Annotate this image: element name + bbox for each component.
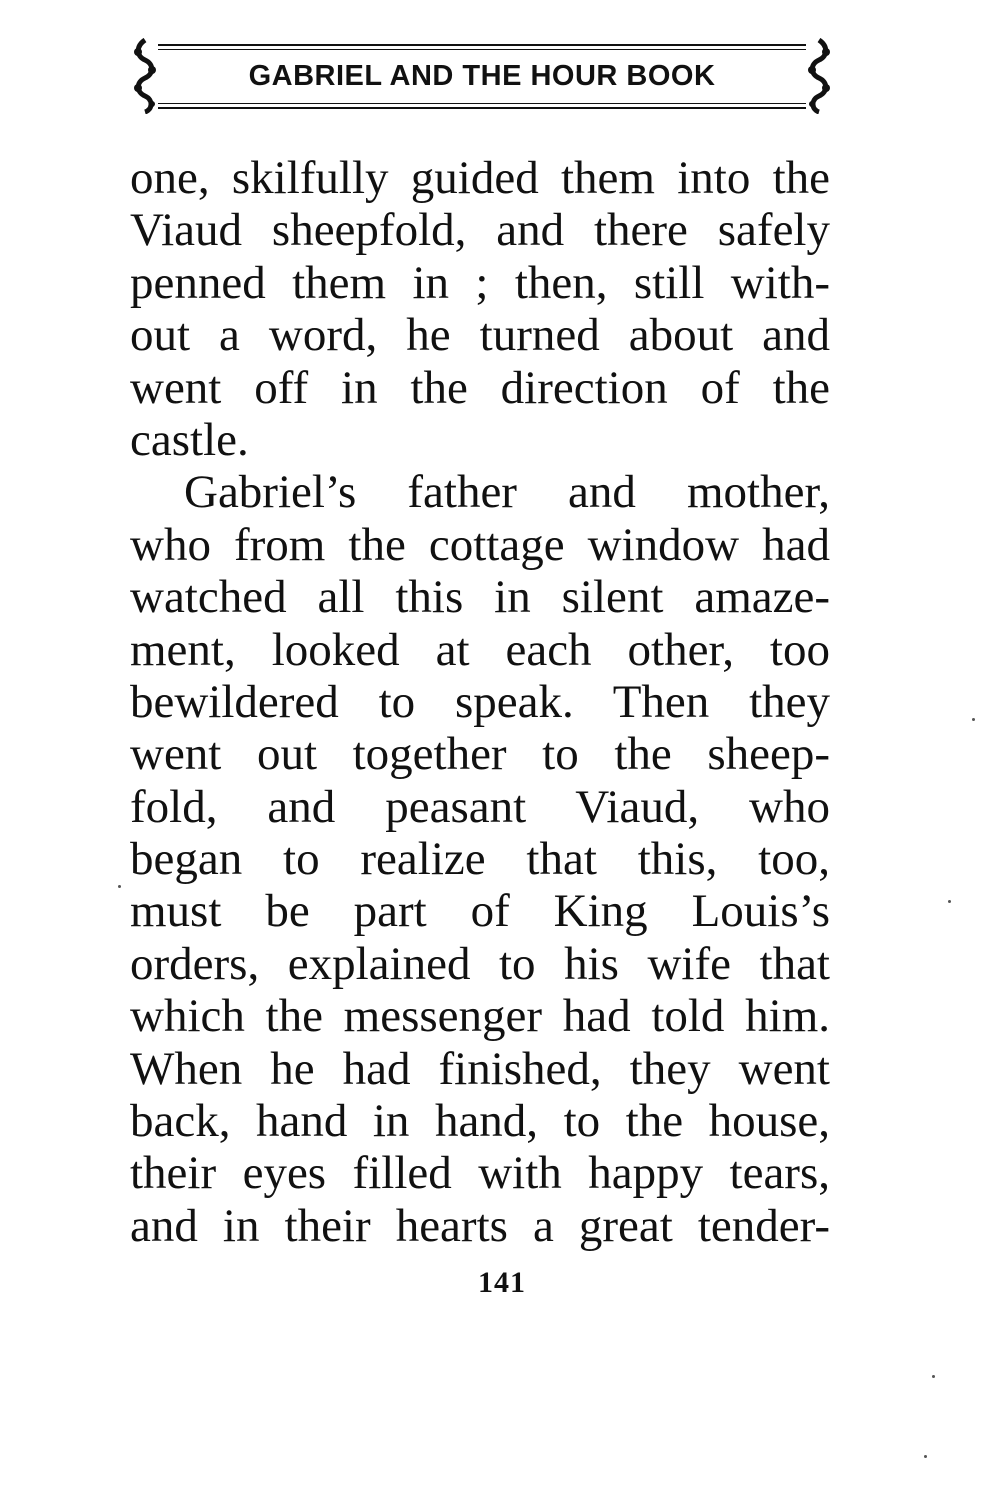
text-line: began to realize that this, too, [130,833,830,886]
text-line: bewildered to speak. Then they [130,675,830,728]
text-line: back, hand in hand, to the house, [130,1095,830,1148]
right-ornament-icon [802,38,836,114]
body-text [130,152,830,1252]
paper-speck [118,885,121,888]
running-title: GABRIEL AND THE HOUR BOOK [248,60,716,92]
header-rule [158,44,806,46]
text-line: must be part of King Louis’s [130,885,830,938]
text-line: penned them in ; then, still with- [130,256,830,309]
text-line: who from the cottage window had [130,518,830,571]
text-line: watched all this in silent amaze- [130,571,830,624]
header-rule [158,107,806,109]
running-header [128,38,836,114]
text-line: castle. [130,413,249,466]
text-line: ment, looked at each other, too [130,623,830,676]
text-line: out a word, he turned about and [130,309,830,362]
text-line: which the messenger had told him. [130,990,830,1043]
text-line: When he had finished, they went [130,1042,830,1095]
paper-speck [932,1375,935,1378]
text-line: Viaud sheepfold, and there safely [130,204,830,257]
header-rule [158,103,806,104]
page-number: 141 [478,1266,526,1299]
text-line: their eyes filled with happy tears, [130,1147,830,1200]
left-ornament-icon [128,38,162,114]
paper-speck [948,900,951,903]
paper-speck [924,1455,927,1458]
text-line: and in their hearts a great tender- [130,1199,830,1252]
text-line: fold, and peasant Viaud, who [130,780,830,833]
text-line: went out together to the sheep- [130,728,830,781]
text-line: orders, explained to his wife that [130,937,830,990]
text-line: one, skilfully guided them into the [130,152,830,204]
paper-speck [972,718,975,721]
header-rule [158,49,806,50]
text-line: Gabriel’s father and mother, [184,466,830,519]
text-line: went off in the direction of the [130,361,830,414]
